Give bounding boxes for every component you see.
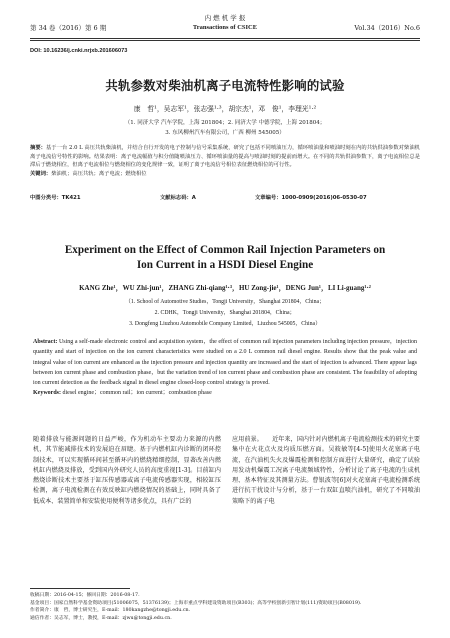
en-title-line1: Experiment on the Effect of Common Rail Injection Parameters on xyxy=(64,244,386,256)
footnote-rule xyxy=(30,588,130,589)
cn-keywords-label: 关键词： xyxy=(30,171,52,178)
footnote-received: 收稿日期：2016-04-15；修回日期：2016-08-17. xyxy=(30,593,140,598)
en-affiliation-1: （1. School of Automotive Studies，Tongji University，Shanghai 201804，China； xyxy=(125,299,325,305)
cn-keywords: 柴油机；高压共轨；离子电流；燃烧相位 xyxy=(51,171,147,178)
header-volume-cn: 第 34 卷（2016）第 6 期 xyxy=(30,24,107,32)
header-rule xyxy=(30,38,420,39)
footnote xyxy=(30,592,361,622)
running-header xyxy=(30,11,420,37)
en-keywords-label: Keywords: xyxy=(33,390,61,397)
en-abstract xyxy=(33,337,417,399)
footnote-author: 作者简介：康 哲，博士研究生，E-mail：180kangzhe@tongji.edu.cn. xyxy=(30,608,191,613)
journal-name-cn: 内 燃 机 学 报 xyxy=(204,14,246,22)
body-column-right: 应用前景。 近年来，国内针对内燃机离子电流检测技术的研究主要集中在火花点火及均质压燃方面。吴筱敏等[4-5]使用火花塞离子电流，在汽油机失火及爆震检测和控制方面进行大量研究，确定了试验用发动机爆震工况离子电流频域特性，分析讨论了离子电流的生成机理、基本特征及其测量方法。曹银波等[6]对火花塞离子电流检测系统进行抗干扰设计与分析，基于一台双缸直喷汽油机，研究了不同喷油策略下的离子电 xyxy=(232,436,420,505)
header-volume-en: Vol.34（2016）No.6 xyxy=(354,24,420,32)
document-code: 文献标志码：A xyxy=(160,195,196,201)
footnote-corresponding: 通信作者：吴志军，博士，教授，E-mail：zjwu@tongji.edu.cn. xyxy=(30,615,172,621)
doi: DOI: 10.16236/j.cnki.nrjxb.201606073 xyxy=(30,48,128,54)
cn-abstract xyxy=(30,144,420,179)
cn-abstract-label: 摘要： xyxy=(30,145,46,151)
en-affiliation-2: 2. CDHK，Tongji University，Shanghai 201804，China； xyxy=(154,310,296,316)
cn-title xyxy=(0,76,450,94)
cn-affiliation-1: （1. 同济大学 汽车学院，上海 201804；2. 同济大学 中德学院，上海 201804； xyxy=(124,120,326,126)
body-column-left: 随着排放与能源问题的日益严峻，作为机动车主要动力来源的内燃机，其节能减排技术的发展迫在眉睫。基于内燃机缸内诊断的闭环控制技术，可以实现循环间甚至循环内的燃烧精细控制，显著改善内燃机缸内燃烧及排放，受到国内外研究人员的高度重视[1-3]。目前缸内燃烧诊断技术主要基于缸压传感器或离子电流传感器实现，相较缸压检测，离子电流检测在有效反映缸内燃烧情况的基础上，同时具备了低成本、装置简单和安装使用便利等诸多优点，具有广泛的 xyxy=(33,436,221,505)
article-number: 文章编号：1000-0909(2016)06-0530-07 xyxy=(255,195,367,201)
en-affiliation-3: 3. Dongfeng Liuzhou Automobile Company Limited，Liuzhou 545005，China） xyxy=(129,321,321,327)
clc-number: 中图分类号：TK421 xyxy=(30,195,81,201)
footnote-fund: 基金项目：国家自然科学基金资助项目(51006075，51376139)；上海市重点学科建设资助项目(B303)；高等学校创新引智计划(111)资助项目(B08019). xyxy=(30,600,362,606)
cn-affiliation-2: 3. 东风柳州汽车有限公司，广西 柳州 545005） xyxy=(165,130,285,136)
en-title xyxy=(0,243,450,272)
cn-title-prefix: 共轨参数对 xyxy=(105,78,169,93)
cn-abstract-text: 基于一台 2.0 L 高压共轨柴油机，并结合自行开发的电子控制与信号采集系统，研究了包括不同喷油压力，循环喷油量和喷油时刻在内的共轨供油参数对柴油机离子电流信号特性的影响。结果表明：离子电流幅值与积分值随喷油压力、循环喷油量的提高与喷油时刻的提前而增大。在不同的共轨供油参数下，离子电流相位总是滞后于燃烧相位，但离子电流相位与燃烧相位的变化规律一致，证明了离子电流信号相位表征燃烧相位的可行性。 xyxy=(30,145,420,169)
en-keywords: diesel engine；common rail；ion current；combustion phase xyxy=(62,390,212,397)
cn-title-main: 柴油机离子电流特性影响的试验 xyxy=(168,78,345,93)
en-title-line2: Ion Current in a HSDI Diesel Engine xyxy=(136,258,314,271)
cn-authors: 康 哲¹，吴志军¹，张志强¹·³，胡宗杰¹，邓 俊¹，李理光¹·² xyxy=(133,105,317,113)
header-rule-thin xyxy=(30,40,420,41)
en-authors: KANG Zhe¹，WU Zhi-jun¹，ZHANG Zhi-qiang¹·³，HU Zong-jie¹，DENG Jun¹，LI Li-guang¹·² xyxy=(79,284,371,292)
journal-name-en: Transactions of CSICE xyxy=(192,24,258,31)
en-abstract-text: Using a self-made electronic control and acquisition system，the effect of common rail injection parameters including injection pressure，injection quantity and start of injection on the ion current characteristics were studied on a 2.0 L common rail diesel engine. Results show that the peak value and integral value of ion current are enhanced as the injection pressure and injection quantity are increased and the start of injection is advanced. There appear lags between ion current phase and combustion phase，but the variation trend of ion current phase and combustion phase are consistent. The feasibility of adopting ion current detection as the feedback signal in diesel engine closed-loop control strategy is proved. xyxy=(33,339,418,387)
en-abstract-label: Abstract: xyxy=(33,339,58,345)
